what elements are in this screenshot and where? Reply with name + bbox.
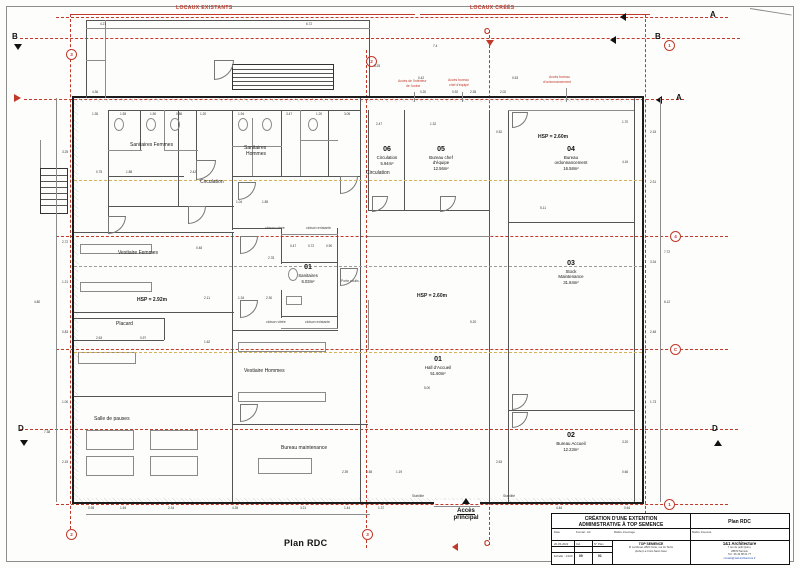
dim-in-13: 0.75 bbox=[96, 170, 103, 174]
room-02-area: 12.23m² bbox=[563, 447, 579, 452]
wall-05-right bbox=[489, 110, 490, 210]
annot-acces-chef-1: Accès bureau bbox=[448, 78, 469, 82]
wall-ex-v7 bbox=[164, 318, 165, 340]
wall-ex-h4 bbox=[108, 206, 234, 207]
plan-title: Plan RDC bbox=[284, 538, 328, 548]
axis-letter-D-right: D bbox=[712, 424, 718, 433]
dim-left-3: 3.25 bbox=[62, 150, 69, 154]
room-01b-name: Sanitaires bbox=[298, 273, 318, 278]
section-line-A bbox=[56, 17, 728, 18]
architect-tel: Tél : 06 42 08 01 77 bbox=[727, 553, 752, 556]
wall-ex-h14 bbox=[232, 330, 338, 331]
room-05 bbox=[412, 146, 470, 171]
dim-top-5: 0.42 bbox=[418, 76, 425, 80]
scale-label: Format : A3 bbox=[576, 530, 591, 534]
room-01b-area: 6.03m² bbox=[301, 279, 315, 284]
wall-ex-v3 bbox=[232, 110, 233, 230]
sheet-border-top bbox=[6, 6, 794, 7]
axis-letter-B-right: B bbox=[655, 32, 661, 41]
axis-bubble-3-left: 3 bbox=[66, 49, 77, 60]
door-swing-1 bbox=[196, 160, 216, 180]
dim-in-20: 2.78 bbox=[268, 256, 275, 260]
dim-in-30: 0.48 bbox=[196, 246, 203, 250]
axis-arrow-B-left bbox=[14, 44, 22, 50]
wall-ex-h11 bbox=[281, 262, 338, 263]
dim-chain-left bbox=[56, 98, 57, 502]
dim-bot-7: 1.37 bbox=[378, 506, 385, 510]
dim-in-21: 0.47 bbox=[290, 244, 297, 248]
banner-rule-right bbox=[420, 14, 650, 15]
room-02-name: Bureau Accueil bbox=[556, 441, 586, 446]
wall-ex-h12 bbox=[281, 316, 338, 317]
guide-yellow-2 bbox=[74, 352, 642, 353]
dim-in-1: 1.35 bbox=[92, 112, 99, 116]
lavabo-01 bbox=[286, 296, 302, 305]
room-03-area: 31.84m² bbox=[563, 280, 579, 285]
dim-right-7: 7.72 bbox=[664, 250, 671, 254]
door-swing-5 bbox=[240, 236, 258, 254]
room-01-number: 01 bbox=[434, 356, 442, 363]
axis-arrow-C-top bbox=[486, 40, 494, 46]
dim-in-26: 2.30 bbox=[266, 296, 273, 300]
acces-principal-line1: Accès bbox=[457, 508, 475, 514]
stair-top bbox=[232, 64, 334, 90]
bench-vestiaire-h bbox=[238, 342, 326, 352]
dim-top-1: 4.21 bbox=[100, 22, 107, 26]
label-circulation-06: Circulation bbox=[366, 170, 390, 176]
sheet-border-left bbox=[6, 6, 7, 562]
dim-in-8: 1.20 bbox=[316, 112, 323, 116]
dim-left-1: 7.38 bbox=[44, 430, 51, 434]
desk-maintenance bbox=[258, 458, 312, 474]
dim-bot-8: 4.46 bbox=[556, 506, 563, 510]
owner-value: TOP SEMENCE bbox=[638, 542, 664, 546]
dim-top-8: 2.35 bbox=[470, 90, 477, 94]
wall-04-bottom bbox=[508, 222, 634, 223]
project-line-1: CRÉATION D'UNE EXTENTION bbox=[584, 516, 658, 522]
wall-bottom-new bbox=[368, 502, 644, 504]
guide-yellow-1 bbox=[74, 180, 642, 181]
wall-ex-h16 bbox=[300, 140, 338, 141]
wall-right-outer bbox=[642, 96, 644, 504]
dim-bot-6: 1.44 bbox=[344, 506, 351, 510]
wall-ex-v11 bbox=[360, 98, 361, 502]
section-line-left-vert bbox=[70, 14, 71, 534]
room-03-number: 03 bbox=[567, 260, 575, 267]
axis-bubble-3-botleft: 2 bbox=[66, 529, 77, 540]
room-05-sub: d'équipe bbox=[432, 160, 450, 165]
room-05-number: 05 bbox=[437, 146, 445, 153]
dim-top-3: 7.4 bbox=[433, 44, 438, 48]
dim-in-34: 0.66 bbox=[622, 470, 629, 474]
axis-bubble-3-right: 4 bbox=[670, 231, 681, 242]
annot-cloison-existante-1: cloison existante bbox=[306, 226, 332, 230]
wall-ex-v1 bbox=[108, 110, 109, 220]
door-swing-03 bbox=[512, 394, 528, 410]
dim-left-2: 4.80 bbox=[34, 300, 41, 304]
wall-ex-h6 bbox=[74, 312, 234, 313]
wall-ex-v15 bbox=[300, 110, 301, 176]
cloison-vitree-top bbox=[281, 234, 338, 235]
acces-principal bbox=[438, 508, 494, 522]
dim-in-35: 3.20 bbox=[622, 440, 629, 444]
axis-arrow-D-right bbox=[714, 440, 722, 446]
dim-chain-bottom bbox=[86, 514, 370, 515]
sheet-value: 01 bbox=[598, 554, 602, 558]
table-4 bbox=[150, 456, 198, 476]
label-salle-pauses: Salle de pauses bbox=[94, 416, 130, 422]
dim-top-11: 4.36 bbox=[92, 90, 99, 94]
leader-chef bbox=[462, 92, 463, 102]
dim-in-31: 3.58 bbox=[366, 470, 373, 474]
hsp-1: HSP = 2.92m bbox=[137, 297, 168, 303]
wall-02-left bbox=[508, 410, 509, 502]
dim-in-12: 5.11 bbox=[540, 206, 546, 210]
wall-bottom-existing bbox=[72, 502, 368, 504]
architect-addr-2: 28870 Sernois bbox=[731, 549, 748, 553]
annot-acces-ordo-1: Accès bureau bbox=[549, 75, 570, 79]
door-swing-9 bbox=[340, 176, 358, 194]
leader-usine bbox=[414, 92, 415, 102]
sheet-label: N° Plan bbox=[594, 542, 604, 546]
door-swing-02 bbox=[512, 412, 528, 428]
label-bureau-maintenance: Bureau maintenance bbox=[281, 445, 328, 451]
title-block bbox=[551, 513, 790, 565]
annot-stabilite-1: Stabilité bbox=[412, 494, 425, 498]
room-06 bbox=[370, 146, 404, 166]
entrance-line bbox=[434, 506, 480, 507]
owner-label: Maître d'ouvrage bbox=[614, 530, 635, 534]
dim-top-4: 3.25 bbox=[374, 64, 381, 68]
bench-vestiaire-h2 bbox=[238, 392, 326, 402]
dim-in-16: 5.00 bbox=[424, 386, 431, 390]
room-06-name: Circulation bbox=[376, 155, 398, 160]
dim-chain-top bbox=[86, 28, 370, 29]
dim-top-2: 6.72 bbox=[306, 22, 313, 26]
axis-arrow-A-right bbox=[620, 13, 626, 21]
dim-in-17: 5.20 bbox=[470, 320, 477, 324]
dim-in-11: 1.32 bbox=[430, 122, 437, 126]
room-03-name: Stock bbox=[565, 269, 577, 274]
wall-ex-h10 bbox=[232, 424, 368, 425]
room-01-hall bbox=[398, 356, 478, 376]
dim-bot-9: 0.64 bbox=[624, 506, 631, 510]
dim-in-33: 1.19 bbox=[396, 470, 403, 474]
dim-in-38: 0.52 bbox=[496, 130, 503, 134]
label-vestiaire-hommes: Vestiaire Hommes bbox=[244, 368, 285, 374]
dim-left-4: 2.72 bbox=[62, 240, 69, 244]
dim-in-28: 2.63 bbox=[96, 336, 103, 340]
dim-left-8: 2.15 bbox=[62, 460, 69, 464]
architect-mail: contact@1et1architecture.fr bbox=[723, 556, 756, 560]
room-04 bbox=[512, 146, 630, 171]
dim-top-10: 0.53 bbox=[512, 76, 519, 80]
annot-porte-coulissante: Porte coulis. bbox=[341, 279, 360, 283]
wall-hatch-left bbox=[74, 98, 78, 502]
dim-in-24: 2.11 bbox=[204, 296, 210, 300]
wall-notch-inner2 bbox=[86, 60, 106, 61]
axis-arrow-D-left bbox=[20, 440, 28, 446]
wall-03-left bbox=[508, 222, 509, 410]
annot-acces-ordo-2: d'ordonnancement bbox=[543, 80, 571, 84]
axis-letter-C-top: C bbox=[484, 27, 490, 36]
project-line-2: ADMINISTRATIVE À TOP SEMENCE bbox=[578, 522, 664, 529]
bench-vestiaire-f2 bbox=[80, 282, 152, 292]
wall-hall-sub3 bbox=[368, 300, 369, 350]
wall-04-left bbox=[508, 110, 509, 222]
counter-kitchen bbox=[78, 352, 136, 364]
label-vestiaire-femmes: Vestiaire Femmes bbox=[118, 250, 159, 256]
room-02 bbox=[512, 432, 630, 452]
axis-arrow-A-left2 bbox=[656, 96, 662, 104]
dim-right-4: 2.48 bbox=[650, 330, 657, 334]
axis-letter-B-left: B bbox=[12, 32, 18, 41]
dim-bot-2: 1.54 bbox=[120, 506, 127, 510]
room-02-number: 02 bbox=[567, 432, 575, 439]
wall-ex-v12 bbox=[196, 110, 197, 160]
dim-left-7: 1.00 bbox=[62, 400, 69, 404]
banner-rule-left bbox=[70, 14, 415, 15]
dim-right-3: 3.34 bbox=[650, 260, 657, 264]
dim-in-37: 1.70 bbox=[622, 120, 629, 124]
room-06-area: 5.94m² bbox=[380, 161, 394, 166]
banner-existing: LOCAUX EXISTANTS bbox=[176, 5, 233, 11]
wc-2 bbox=[146, 118, 156, 131]
dim-in-2: 1.55 bbox=[120, 112, 127, 116]
dim-in-3: 1.50 bbox=[150, 112, 157, 116]
wall-ex-h2 bbox=[108, 176, 184, 177]
entrance-opening bbox=[434, 500, 480, 504]
label-circulation: Circulation bbox=[200, 179, 224, 185]
room-03-sub: Maintenance bbox=[558, 274, 584, 279]
hsp-3: HSP = 2.60m bbox=[538, 134, 569, 140]
wall-06-right bbox=[404, 110, 405, 210]
stair-left bbox=[40, 168, 68, 214]
axis-bubble-1-top: 1 bbox=[664, 40, 675, 51]
dim-right-5: 1.73 bbox=[650, 400, 657, 404]
wall-notch-upper-top bbox=[86, 20, 370, 21]
wall-hall-sub bbox=[404, 236, 490, 237]
date-label: Date bbox=[554, 530, 560, 534]
wall-ex-v10 bbox=[281, 290, 282, 318]
cloison-vitree-bottom bbox=[281, 328, 338, 329]
wall-hall-sub2 bbox=[368, 236, 404, 237]
section-line-B bbox=[20, 38, 740, 39]
label-sanitaires-hommes-2: Hommes bbox=[246, 151, 267, 157]
wall-notch-upper-left bbox=[86, 20, 87, 98]
label-sanitaires-hommes: Sanitaires bbox=[244, 145, 267, 151]
wall-notch-inner bbox=[105, 20, 106, 98]
annot-acces-usine-1: Accès de l'intérieur bbox=[398, 79, 427, 83]
section-line-bottom bbox=[56, 504, 728, 505]
dim-top-6: 0.20 bbox=[420, 90, 427, 94]
drawing-name: Plan RDC bbox=[728, 519, 751, 525]
hsp-2: HSP = 2.60m bbox=[417, 293, 448, 299]
wall-ex-h8 bbox=[74, 340, 164, 341]
dim-in-29: 0.97 bbox=[140, 336, 147, 340]
acces-arrow bbox=[462, 498, 470, 504]
wall-ex-v4 bbox=[281, 110, 282, 176]
dim-bot-1: 0.98 bbox=[88, 506, 95, 510]
room-04-number: 04 bbox=[567, 146, 575, 153]
dim-in-10: 2.47 bbox=[376, 122, 383, 126]
wall-hatch-top bbox=[74, 98, 642, 102]
wall-06-left bbox=[368, 110, 369, 210]
door-swing-4 bbox=[188, 206, 206, 224]
wall-ex-h5 bbox=[74, 232, 234, 233]
room-03 bbox=[512, 260, 630, 285]
dim-in-23: 0.90 bbox=[326, 244, 333, 248]
annot-cloison-existante-2: cloison existante bbox=[305, 320, 331, 324]
dim-bot-3: 2.34 bbox=[168, 506, 175, 510]
annot-acces-chef-2: chef d'équipe bbox=[449, 83, 470, 87]
dim-in-18: 1.04 bbox=[236, 200, 243, 204]
wc-3 bbox=[170, 118, 180, 131]
room-01b-number: 01 bbox=[304, 264, 312, 271]
scale-value: Echelle : 1/100 bbox=[554, 554, 573, 558]
table-2 bbox=[86, 456, 134, 476]
annot-acces-usine-2: de l'usine bbox=[406, 84, 421, 88]
room-01-area: 51.60m² bbox=[430, 371, 446, 376]
dim-in-36: 4.16 bbox=[622, 160, 629, 164]
dim-in-32: 2.39 bbox=[342, 470, 349, 474]
dim-in-4: 0.86 bbox=[176, 112, 183, 116]
label-placard: Placard bbox=[116, 321, 133, 327]
wall-ex-v5 bbox=[328, 110, 329, 176]
door-swing-04 bbox=[512, 112, 528, 128]
owner-addr-2: (Aube) La Croix-Saint-Ouen bbox=[634, 549, 668, 553]
room-05-area: 12.56m² bbox=[433, 166, 449, 171]
door-swing-7 bbox=[240, 404, 258, 422]
sheet-border-right bbox=[793, 6, 794, 562]
room-04-sub: ordonnancement bbox=[554, 160, 588, 165]
corner-fold-mark bbox=[750, 8, 792, 15]
dim-in-27: 1.62 bbox=[204, 340, 211, 344]
room-01-name: Hall d'Accueil bbox=[424, 365, 452, 370]
wc-4 bbox=[238, 118, 248, 131]
axis-bubble-C-right: C bbox=[670, 344, 681, 355]
axis-bubble-2-top: 2 bbox=[366, 56, 377, 67]
wall-ex-h18 bbox=[164, 150, 198, 151]
axis-arrow-C-bottom bbox=[452, 543, 458, 551]
phase-label: Ind. bbox=[576, 542, 581, 546]
wall-03-bottom bbox=[508, 410, 634, 411]
wc-1 bbox=[114, 118, 124, 131]
dim-right-2: 2.31 bbox=[650, 180, 657, 184]
dim-in-25: 1.34 bbox=[238, 296, 245, 300]
dim-in-19: 1.85 bbox=[262, 200, 269, 204]
leader-ordo bbox=[566, 88, 567, 102]
dim-bot-4: 4.35 bbox=[232, 506, 239, 510]
wall-ex-h9 bbox=[74, 396, 232, 397]
dim-top-9: 2.02 bbox=[500, 90, 507, 94]
annot-stabilite-2: Stabilité bbox=[503, 494, 516, 498]
table-1 bbox=[86, 430, 134, 450]
wall-ex-v6 bbox=[232, 232, 233, 502]
wall-hatch-bottom bbox=[74, 498, 642, 502]
dim-in-22: 0.72 bbox=[308, 244, 315, 248]
wall-notch-upper-right bbox=[369, 20, 370, 98]
axis-letter-A-right: A bbox=[710, 10, 716, 19]
room-01b-sanitaires bbox=[278, 264, 338, 284]
marker-triangle-left bbox=[14, 94, 21, 102]
wall-ex-h1 bbox=[108, 110, 360, 111]
wc-5 bbox=[262, 118, 272, 131]
dim-right-1: 2.15 bbox=[650, 130, 657, 134]
dim-in-5: 1.20 bbox=[200, 112, 207, 116]
annot-cloison-vitree-1: cloison vitrée bbox=[265, 226, 285, 230]
room-04-area: 16.58m² bbox=[563, 166, 579, 171]
dim-left-6: 0.83 bbox=[62, 330, 69, 334]
acces-principal-line2: principal bbox=[453, 515, 479, 522]
room-06-number: 06 bbox=[383, 146, 391, 153]
dim-in-14: 1.88 bbox=[126, 170, 133, 174]
wc-6 bbox=[308, 118, 318, 131]
dim-chain-right bbox=[660, 98, 661, 502]
dim-in-7: 3.47 bbox=[286, 112, 293, 116]
section-line-right-vert bbox=[645, 14, 646, 534]
owner-addr-1: ZI La Mouat, 2822 Crête, rue du Tertre bbox=[628, 546, 674, 549]
wall-ex-h17 bbox=[108, 150, 142, 151]
dim-in-39: 2.63 bbox=[496, 460, 503, 464]
dim-in-9: 3.05 bbox=[344, 112, 351, 116]
dim-top-7: 0.92 bbox=[452, 90, 459, 94]
table-3 bbox=[150, 430, 198, 450]
door-swing-3 bbox=[238, 182, 256, 200]
wall-ex-h7 bbox=[74, 318, 164, 319]
architect-addr-1: 7 rue du petit Quinu, bbox=[727, 546, 752, 549]
dim-in-6: 1.94 bbox=[238, 112, 245, 116]
dim-right-6: 6.12 bbox=[664, 300, 671, 304]
dim-bot-5: 3.21 bbox=[300, 506, 307, 510]
room-05-name: Bureau chef bbox=[429, 155, 453, 160]
axis-bubble-3-bot: 1 bbox=[664, 499, 675, 510]
wall-04-top-open bbox=[508, 110, 634, 111]
room-04-name: Bureau bbox=[563, 155, 579, 160]
stair-left-line bbox=[40, 140, 41, 168]
dim-in-15: 2.42 bbox=[190, 170, 197, 174]
label-sanitaires-femmes: Sanitaires Femmes bbox=[130, 142, 174, 148]
axis-letter-C-bottom: C bbox=[484, 539, 490, 548]
axis-letter-A-left: A bbox=[676, 93, 682, 102]
phase-value: 00 bbox=[579, 554, 583, 558]
annot-cloison-vitree-2: cloison vitrée bbox=[266, 320, 286, 324]
wall-right-inner bbox=[634, 98, 635, 502]
dim-left-5: 1.21 bbox=[62, 280, 69, 284]
section-line-C2 bbox=[56, 349, 728, 350]
axis-arrow-B-right bbox=[610, 36, 616, 44]
architect-value: 1&1 Architecture bbox=[722, 541, 757, 546]
door-swing-6 bbox=[240, 300, 258, 318]
date-value: 20-05-2022 bbox=[554, 542, 569, 546]
door-swing-2 bbox=[214, 60, 234, 80]
banner-created: LOCAUX CRÉÉS bbox=[470, 5, 515, 11]
architect-label: Maître d'oeuvre bbox=[692, 530, 712, 534]
axis-letter-D-left: D bbox=[18, 424, 24, 433]
axis-bubble-2-bot: 3 bbox=[362, 529, 373, 540]
wall-hall-right bbox=[489, 210, 490, 502]
